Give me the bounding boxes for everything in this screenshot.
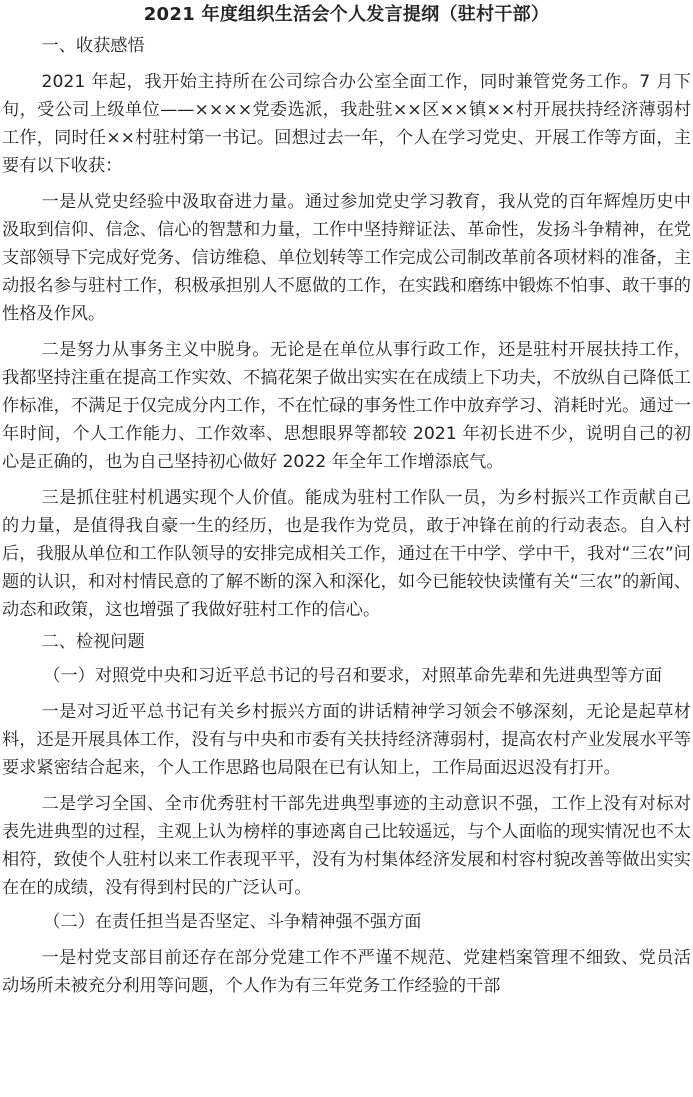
section-problems — [2, 628, 691, 1000]
paragraph: 2021 年起，我开始主持所在公司综合办公室全面工作，同时兼管党务工作。7 月下旬，受公司上级单位——××××党委选派，我赴驻××区××镇××村开展扶持经济薄弱村工作，同时任××村驻村第一书记。回想过去一年，个人在学习党史、开展工作等方面，主要有以下收获： — [2, 72, 691, 176]
section-harvest — [2, 32, 691, 624]
paragraph: 一是对习近平总书记有关乡村振兴方面的讲话精神学习领会不够深刻，无论是起草材料，还是开展具体工作，没有与中央和市委有关扶持经济薄弱村，提高农村产业发展水平等要求紧密结合起来，个人工作思路也局限在已有认知上，工作局面迟迟没有打开。 — [2, 702, 691, 778]
section-heading: 二、检视问题 — [41, 632, 145, 652]
paragraph: 一是从党史经验中汲取奋进力量。通过参加党史学习教育，我从党的百年辉煌历史中汲取到信仰、信念、信心的智慧和力量，工作中坚持辩证法、革命性，发扬斗争精神，在党支部领导下完成好党务、信访维稳、单位划转等工作完成公司制改革前各项材料的准备，主动报名参与驻村工作，积极承担别人不愿做的工作，在实践和磨练中锻炼不怕事、敢干事的性格及作风。 — [2, 192, 691, 324]
subsection-heading: （二）在责任担当是否坚定、斗争精神强不强方面 — [43, 912, 422, 932]
paragraph: 二是努力从事务主义中脱身。无论是在单位从事行政工作，还是驻村开展扶持工作，我都坚持注重在提高工作实效、不搞花架子做出实实在在成绩上下功夫，不放纵自己降低工作标准，不满足于仅完成分内工作，不在忙碌的事务性工作中放弃学习、消耗时光。通过一年时间，个人工作能力、工作效率、思想眼界等都较 2021 年初长进不少，说明自己的初心是正确的，也为自己坚持初心做好 2022 年全年工作增添底气。 — [2, 340, 691, 472]
document-title: 2021 年度组织生活会个人发言提纲（驻村干部） — [143, 4, 550, 25]
section-heading: 一、收获感悟 — [41, 36, 145, 56]
paragraph: 三是抓住驻村机遇实现个人价值。能成为驻村工作队一员，为乡村振兴工作贡献自己的力量，是值得我自豪一生的经历，也是我作为党员，敢于冲锋在前的行动表态。自入村后，我服从单位和工作队领导的安排完成相关工作，通过在干中学、学中干，我对“三农”问题的认识，和对村情民意的了解不断的深入和深化，如今已能较快读懂有关“三农”的新闻、动态和政策，这也增强了我做好驻村工作的信心。 — [2, 488, 691, 620]
paragraph: 一是村党支部目前还存在部分党建工作不严谨不规范、党建档案管理不细致、党员活动场所未被充分利用等问题，个人作为有三年党务工作经验的干部 — [2, 948, 691, 996]
paragraph: 二是学习全国、全市优秀驻村干部先进典型事迹的主动意识不强，工作上没有对标对表先进典型的过程，主观上认为榜样的事迹离自己比较遥远，与个人面临的现实情况也不太相符，致使个人驻村以来工作表现平平，没有为村集体经济发展和村容村貌改善等做出实实在在的成绩，没有得到村民的广泛认可。 — [2, 794, 691, 898]
subsection-heading: （一）对照党中央和习近平总书记的号召和要求，对照革命先辈和先进典型等方面 — [43, 666, 663, 686]
